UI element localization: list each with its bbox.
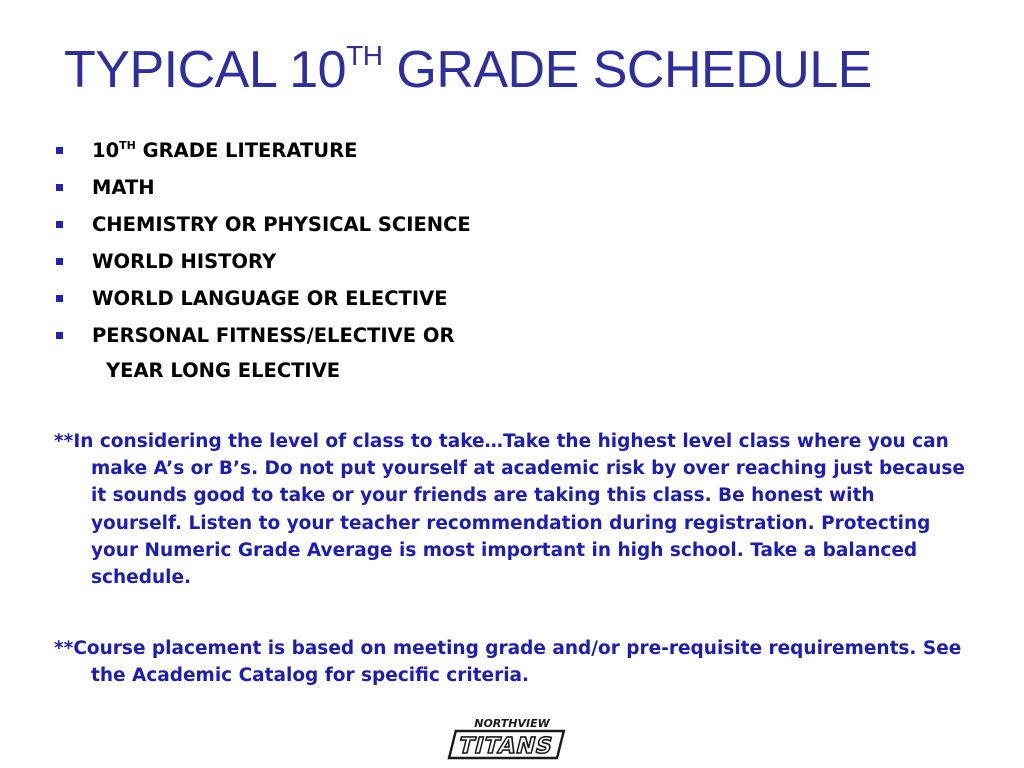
placement-note: **Course placement is based on meeting grade and/or pre-requisite requirements. See the Academic Catalog for specific criteria.	[54, 638, 962, 687]
level-advice-note: **In considering the level of class to take…Take the highest level class where you can make A’s or B’s. Do not put yourself at academic risk by over reaching just because it sounds good to take or your friends are taking this class. Be honest with yourself. Listen to your teacher recommendation during registration. Protecting your Numeric Grade Average is most important in high school. Take a balanced schedule.	[54, 431, 965, 589]
title-suffix: GRADE SCHEDULE	[382, 41, 872, 99]
item-text: WORLD LANGUAGE OR ELECTIVE	[92, 287, 448, 310]
slide-title	[64, 40, 872, 100]
list-item	[54, 169, 471, 206]
list-item	[54, 243, 471, 280]
square-bullet-icon	[56, 221, 63, 228]
list-item	[54, 206, 471, 243]
square-bullet-icon	[56, 184, 63, 191]
title-superscript: TH	[346, 40, 383, 71]
list-item	[54, 317, 471, 354]
item-text: PERSONAL FITNESS/ELECTIVE OR	[92, 324, 455, 347]
item-text: MATH	[92, 176, 155, 199]
schedule-list	[54, 132, 471, 354]
square-bullet-icon	[56, 332, 63, 339]
northview-titans-logo	[446, 714, 576, 764]
title-prefix: TYPICAL 10	[64, 41, 347, 99]
item-superscript: TH	[119, 139, 136, 152]
square-bullet-icon	[56, 147, 63, 154]
list-item-continuation: YEAR LONG ELECTIVE	[106, 359, 341, 382]
square-bullet-icon	[56, 295, 63, 302]
list-item	[54, 280, 471, 317]
item-text: CHEMISTRY OR PHYSICAL SCIENCE	[92, 213, 471, 236]
list-item	[54, 132, 471, 169]
logo-bottom-text: TITANS	[455, 733, 557, 759]
item-text-suffix: GRADE LITERATURE	[135, 139, 358, 162]
item-text: 10	[92, 139, 120, 162]
logo-top-text: NORTHVIEW	[474, 717, 550, 730]
square-bullet-icon	[56, 258, 63, 265]
item-text: WORLD HISTORY	[92, 250, 277, 273]
